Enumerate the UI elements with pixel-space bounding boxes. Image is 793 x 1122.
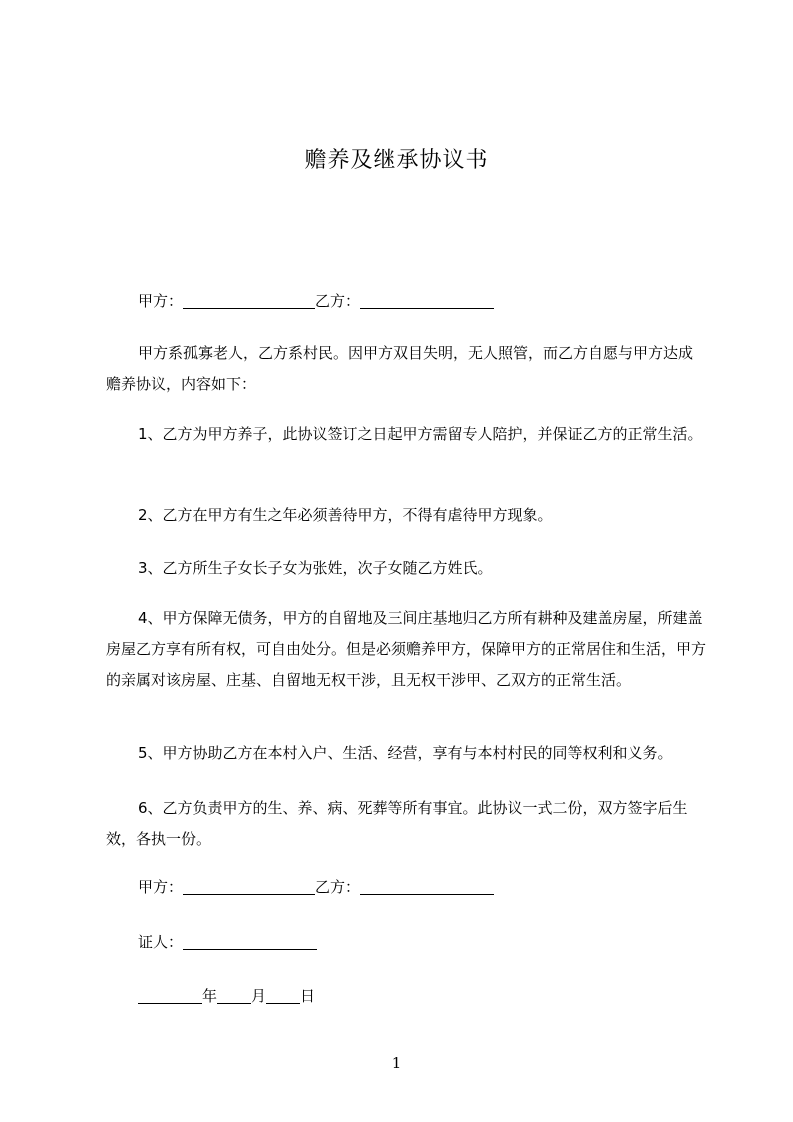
party-signature-line-top (106, 286, 706, 317)
party-a-blank[interactable] (183, 293, 315, 309)
party-b-label: 乙方： (315, 292, 361, 310)
page-number: 1 (391, 1054, 402, 1072)
witness-label: 证人： (138, 933, 184, 951)
party-signature-line-bottom (106, 872, 706, 903)
day-blank[interactable] (266, 988, 300, 1004)
clause-1: 1、乙方为甲方养子，此协议签订之日起甲方需留专人陪护，并保证乙方的正常生活。 (138, 425, 703, 443)
document-title: 赡养及继承协议书 (304, 148, 489, 173)
clause-5: 5、甲方协助乙方在本村入户、生活、经营，享有与本村村民的同等权利和义务。 (138, 744, 673, 762)
intro-paragraph: 甲方系孤寡老人，乙方系村民。因甲方双目失明，无人照管，而乙方自愿与甲方达成赡养协议，内容如下： (106, 344, 694, 393)
witness-blank[interactable] (183, 934, 317, 950)
party-a-label: 甲方： (138, 292, 184, 310)
clause-6: 6、乙方负责甲方的生、养、病、死葬等所有事宜。此协议一式二份，双方签字后生效，各执一份。 (106, 799, 688, 848)
witness-line (106, 927, 706, 958)
date-line (106, 981, 706, 1012)
clause-2: 2、乙方在甲方有生之年必须善待甲方，不得有虐待甲方现象。 (138, 506, 553, 524)
party-a-sign-blank[interactable] (183, 879, 315, 895)
party-b-sign-blank[interactable] (360, 879, 494, 895)
day-label: 日 (300, 987, 316, 1005)
month-label: 月 (251, 987, 267, 1005)
clause-3: 3、乙方所生子女长子女为张姓，次子女随乙方姓氏。 (138, 559, 493, 577)
clause-4: 4、甲方保障无债务，甲方的自留地及三间庄基地归乙方所有耕种及建盖房屋，所建盖房屋乙方享有所有权，可自由处分。但是必须赡养甲方，保障甲方的正常居住和生活，甲方的亲属对该房屋、庄基、自留地无权干涉，且无权干涉甲、乙双方的正常生活。 (106, 609, 707, 689)
party-a-label: 甲方： (138, 878, 184, 896)
party-b-label: 乙方： (315, 878, 361, 896)
party-b-blank[interactable] (360, 293, 494, 309)
year-label: 年 (202, 987, 218, 1005)
year-blank[interactable] (138, 988, 202, 1004)
month-blank[interactable] (217, 988, 251, 1004)
